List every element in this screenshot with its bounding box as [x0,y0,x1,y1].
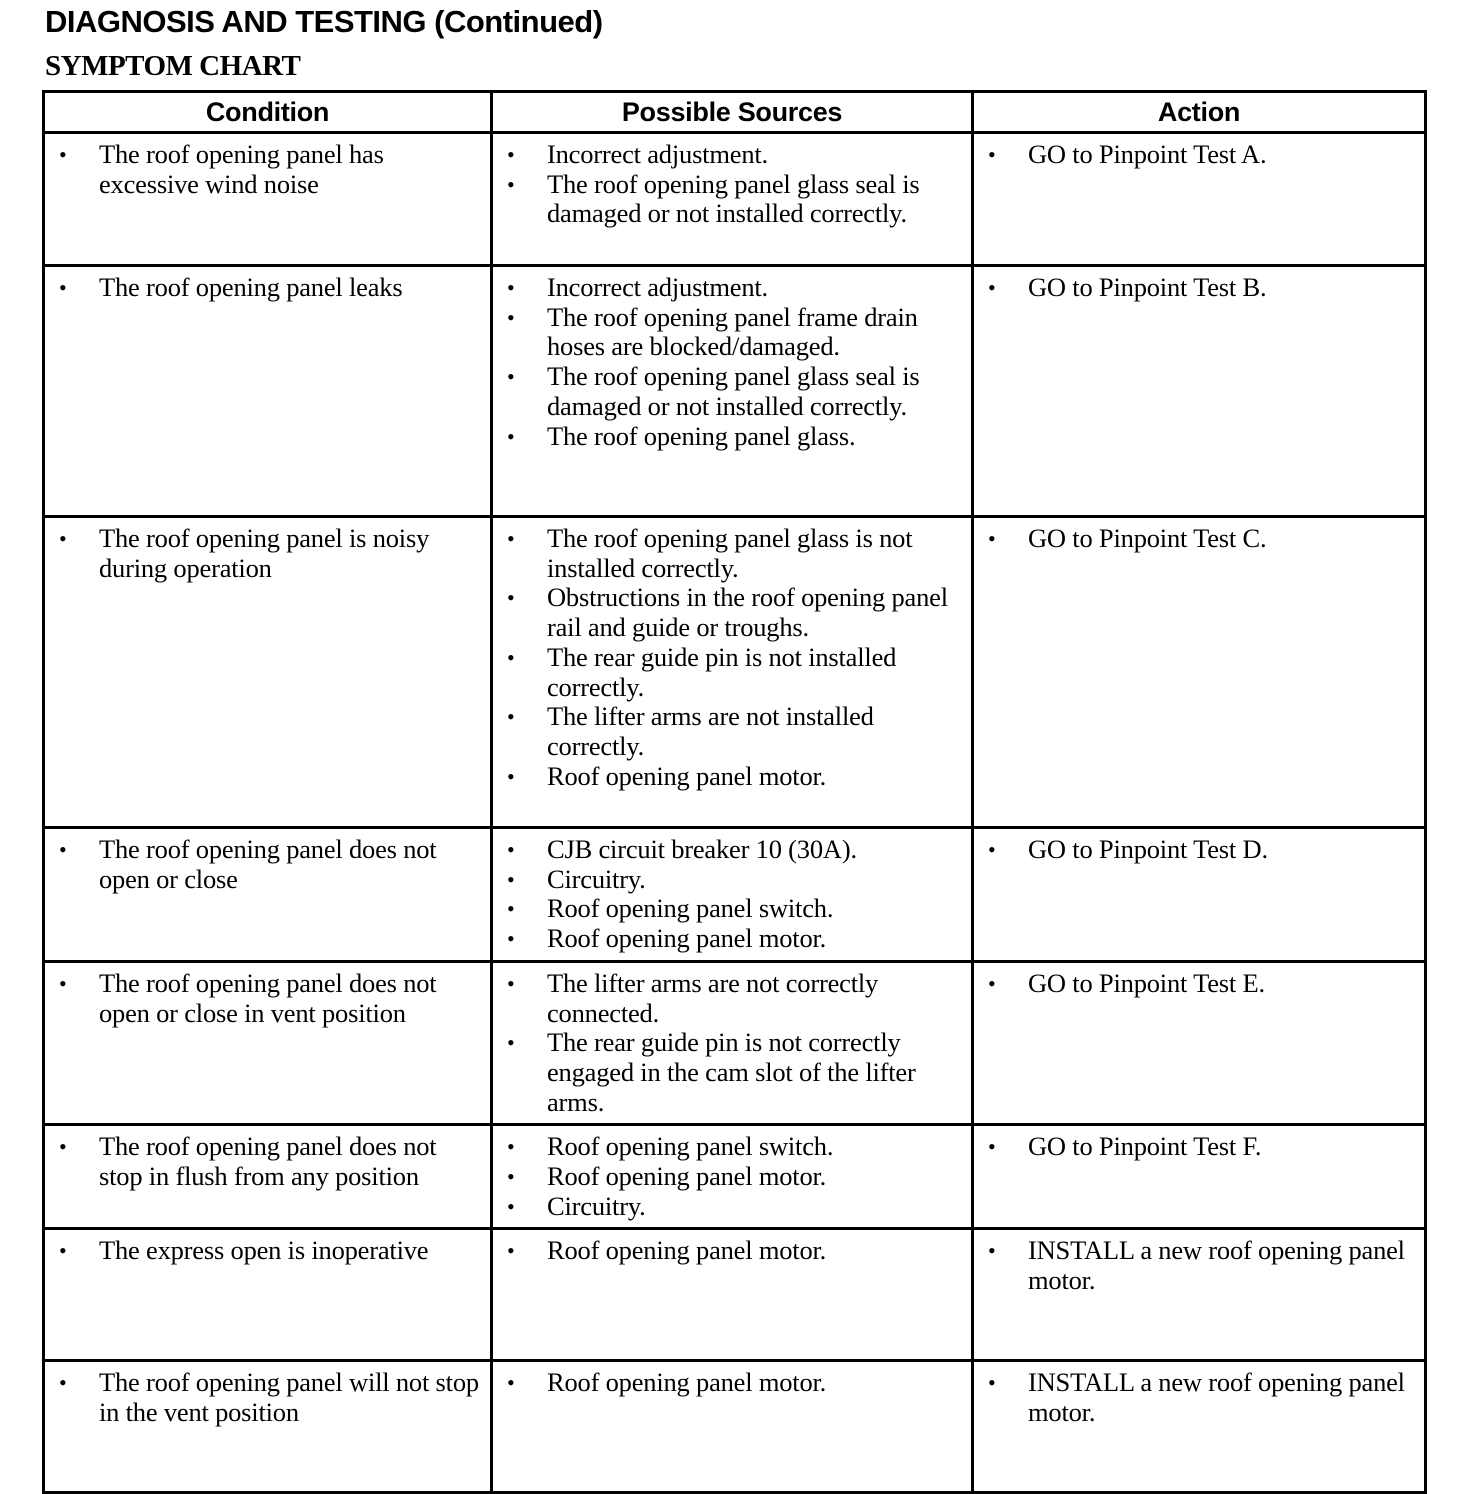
action-cell [973,266,1426,517]
condition-cell [44,828,492,962]
bullet-list [45,1126,490,1197]
sources-cell [492,133,973,266]
chart-title: SYMPTOM CHART [45,50,301,82]
list-item: • The roof opening panel does not open or close in vent position [45,969,486,1028]
list-item: • The roof opening panel will not stop in the vent position [45,1368,486,1427]
bullet-list [493,1126,971,1227]
column-header-condition: Condition [44,92,492,133]
bullet-list [974,1126,1424,1168]
action-cell [973,1229,1426,1361]
list-item: • Roof opening panel motor. [493,1368,967,1398]
bullet-list [45,1362,490,1433]
column-header-action: Action [973,92,1426,133]
condition-cell [44,1229,492,1361]
condition-cell [44,961,492,1125]
bullet-list [45,963,490,1034]
bullet-list [974,134,1424,176]
sources-cell [492,266,973,517]
list-item: • GO to Pinpoint Test E. [974,969,1420,999]
list-item: • GO to Pinpoint Test C. [974,524,1420,554]
symptom-chart-table [42,90,1427,1494]
list-item: • GO to Pinpoint Test A. [974,140,1420,170]
bullet-list [45,518,490,589]
table-row [44,517,1426,828]
list-item: • The roof opening panel is noisy during operation [45,524,486,583]
action-cell [973,517,1426,828]
list-item: • Incorrect adjustment. [493,140,967,170]
list-item: • Circuitry. [493,1192,967,1222]
list-item: • Roof opening panel motor. [493,762,967,792]
table-body [44,133,1426,1493]
table-row [44,133,1426,266]
list-item: • The roof opening panel frame drain hoses are blocked/damaged. [493,303,967,362]
list-item: • The roof opening panel glass seal is damaged or not installed correctly. [493,170,967,229]
list-item: • The roof opening panel does not open or close [45,835,486,894]
sources-cell [492,961,973,1125]
table-row [44,961,1426,1125]
column-header-possible-sources: Possible Sources [492,92,973,133]
bullet-list [45,134,490,205]
sources-cell [492,1229,973,1361]
list-item: • GO to Pinpoint Test B. [974,273,1420,303]
bullet-list [493,1362,971,1404]
list-item: • GO to Pinpoint Test D. [974,835,1420,865]
table-row [44,1361,1426,1493]
bullet-list [45,1230,490,1272]
condition-cell [44,266,492,517]
list-item: • The roof opening panel glass seal is damaged or not installed correctly. [493,362,967,421]
list-item: • Obstructions in the roof opening panel rail and guide or troughs. [493,583,967,642]
bullet-list [974,963,1424,1005]
action-cell [973,1125,1426,1229]
bullet-list [493,963,971,1124]
list-item: • INSTALL a new roof opening panel motor. [974,1368,1420,1427]
sources-cell [492,828,973,962]
list-item: • The rear guide pin is not correctly engaged in the cam slot of the lifter arms. [493,1028,967,1117]
bullet-list [974,829,1424,871]
list-item: • The lifter arms are not correctly connected. [493,969,967,1028]
bullet-list [493,267,971,457]
list-item: • CJB circuit breaker 10 (30A). [493,835,967,865]
list-item: • INSTALL a new roof opening panel motor. [974,1236,1420,1295]
bullet-list [493,1230,971,1272]
bullet-list [974,1230,1424,1301]
list-item: • Roof opening panel motor. [493,1236,967,1266]
list-item: • The roof opening panel glass is not installed correctly. [493,524,967,583]
sources-cell [492,1125,973,1229]
list-item: • The lifter arms are not installed correctly. [493,702,967,761]
condition-cell [44,133,492,266]
list-item: • Roof opening panel motor. [493,1162,967,1192]
bullet-list [974,1362,1424,1433]
list-item: • Roof opening panel switch. [493,894,967,924]
list-item: • The express open is inoperative [45,1236,486,1266]
bullet-list [493,829,971,960]
bullet-list [45,267,490,309]
list-item: • Roof opening panel switch. [493,1132,967,1162]
table-row [44,828,1426,962]
list-item: • The rear guide pin is not installed correctly. [493,643,967,702]
list-item: • Incorrect adjustment. [493,273,967,303]
action-cell [973,1361,1426,1493]
table-row [44,266,1426,517]
action-cell [973,961,1426,1125]
bullet-list [493,518,971,797]
list-item: • GO to Pinpoint Test F. [974,1132,1420,1162]
action-cell [973,828,1426,962]
condition-cell [44,1361,492,1493]
page-heading: DIAGNOSIS AND TESTING (Continued) [45,4,603,39]
list-item: • Roof opening panel motor. [493,924,967,954]
table-row [44,1229,1426,1361]
bullet-list [974,267,1424,309]
sources-cell [492,1361,973,1493]
condition-cell [44,517,492,828]
action-cell [973,133,1426,266]
condition-cell [44,1125,492,1229]
list-item: • The roof opening panel glass. [493,422,967,452]
table-header-row [44,92,1426,133]
bullet-list [45,829,490,900]
list-item: • The roof opening panel leaks [45,273,486,303]
list-item: • Circuitry. [493,865,967,895]
table-row [44,1125,1426,1229]
list-item: • The roof opening panel does not stop in flush from any position [45,1132,486,1191]
list-item: • The roof opening panel has excessive wind noise [45,140,486,199]
bullet-list [493,134,971,235]
sources-cell [492,517,973,828]
bullet-list [974,518,1424,560]
